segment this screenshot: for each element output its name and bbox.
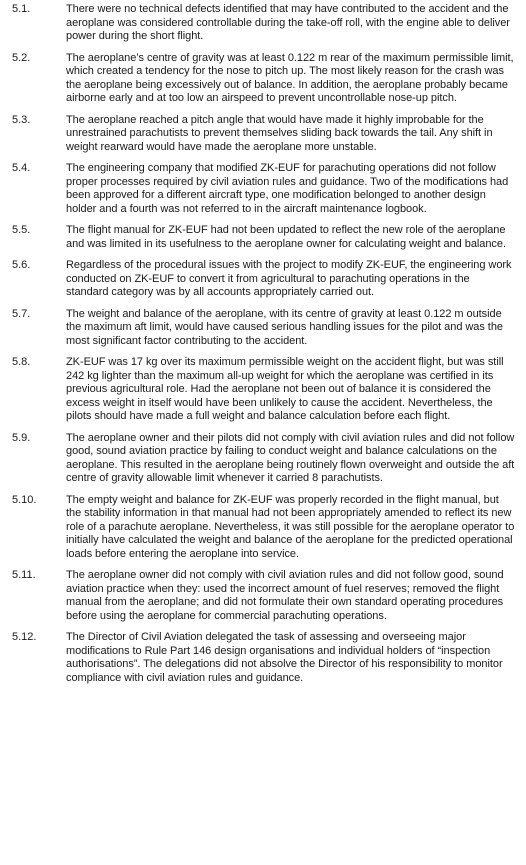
finding-number: 5.2. (12, 51, 31, 64)
finding-text: The Director of Civil Aviation delegated the task of assessing and overseeing major modifications to Rule Part 146 design organisations and individual holders of “inspection authorisations”. The delegations did not absolve the Director of his responsibility to monitor compliance with civil aviation rules and guidance. (66, 631, 503, 684)
finding-number: 5.5. (12, 224, 31, 236)
finding-item (0, 631, 526, 685)
findings-list (0, 3, 526, 685)
finding-item (0, 356, 526, 424)
finding-item (0, 3, 526, 44)
finding-item (0, 569, 526, 623)
finding-number: 5.6. (12, 259, 31, 271)
finding-number: 5.10. (12, 493, 37, 506)
finding-item (0, 114, 526, 155)
finding-text: The aeroplane reached a pitch angle that would have made it highly improbable for the unrestrained parachutists to prevent themselves sliding back towards the tail. Any shift in weight rearward would have made the aeroplane more unstable. (66, 113, 493, 153)
finding-number: 5.1. (12, 3, 31, 15)
finding-number: 5.3. (12, 113, 31, 126)
finding-number: 5.4. (12, 162, 31, 174)
finding-number: 5.8. (12, 356, 31, 368)
finding-item (0, 52, 526, 106)
finding-number: 5.9. (12, 431, 31, 444)
finding-item (0, 308, 526, 349)
finding-item (0, 432, 526, 486)
finding-text: The weight and balance of the aeroplane, with its centre of gravity at least 0.122 m outside the maximum aft limit, would have caused serious handling issues for the pilot and was the most significant factor contributing to the accident. (66, 307, 503, 347)
finding-item (0, 162, 526, 216)
finding-text: ZK-EUF was 17 kg over its maximum permissible weight on the accident flight, but was still 242 kg lighter than the maximum all-up weight for which the aeroplane was certified in its previous agricultural role. Had the aeroplane not been out of balance it is considered the excess weight in itself would have been unlikely to cause the accident. Nevertheless, the pilots should have made a full weight and balance calculation before each flight. (66, 356, 504, 422)
finding-text: There were no technical defects identified that may have contributed to the accident and the aeroplane was considered controllable during the take-off roll, with the engine able to deliver power during the short flight. (66, 3, 510, 42)
finding-text: Regardless of the procedural issues with the project to modify ZK-EUF, the engineering work conducted on ZK-EUF to convert it from agricultural to parachuting operations in the standard category was by all accounts appropriately carried out. (66, 259, 512, 298)
finding-item (0, 259, 526, 300)
finding-number: 5.7. (12, 307, 31, 320)
finding-text: The aeroplane’s centre of gravity was at least 0.122 m rear of the maximum permissible limit, which created a tendency for the nose to pitch up. The most likely reason for the crash was the aeroplane being excessively out of balance. In addition, the aeroplane probably became airborne early and at too low an airspeed to prevent uncontrollable nose-up pitch. (66, 51, 514, 104)
finding-number: 5.11. (12, 569, 36, 581)
finding-item (0, 224, 526, 251)
finding-number: 5.12. (12, 631, 37, 643)
finding-text: The empty weight and balance for ZK-EUF was properly recorded in the flight manual, but the stability information in that manual had not been appropriately amended to reflect its new role of a parachute aeroplane. Nevertheless, it was still possible for the aeroplane operator to initially have calculated the weight and balance of the aeroplane for the predicted operational loads before entering the aeroplane into service. (66, 493, 515, 560)
finding-text: The aeroplane owner and their pilots did not comply with civil aviation rules and did not follow good, sound aviation practice by failing to conduct weight and balance calculations on the aeroplane. This resulted in the aeroplane being routinely flown overweight and outside the aft centre of gravity allowable limit whenever it carried 8 parachutists. (66, 431, 515, 484)
finding-text: The aeroplane owner did not comply with civil aviation rules and did not follow good, sound aviation practice when they: used the incorrect amount of fuel reserves; removed the flight manual from the aeroplane; and did not formulate their own standard operating procedures before using the aeroplane for commercial parachuting operations. (66, 569, 504, 622)
finding-text: The flight manual for ZK-EUF had not been updated to reflect the new role of the aeroplane and was limited in its usefulness to the aeroplane owner for calculating weight and balance. (66, 224, 506, 250)
finding-item (0, 494, 526, 562)
finding-text: The engineering company that modified ZK-EUF for parachuting operations did not follow proper processes required by civil aviation rules and guidance. Two of the modifications had been approved for a different aircraft type, one modification belonged to another design holder and a fourth was not referred to in the aircraft maintenance logbook. (66, 162, 509, 215)
